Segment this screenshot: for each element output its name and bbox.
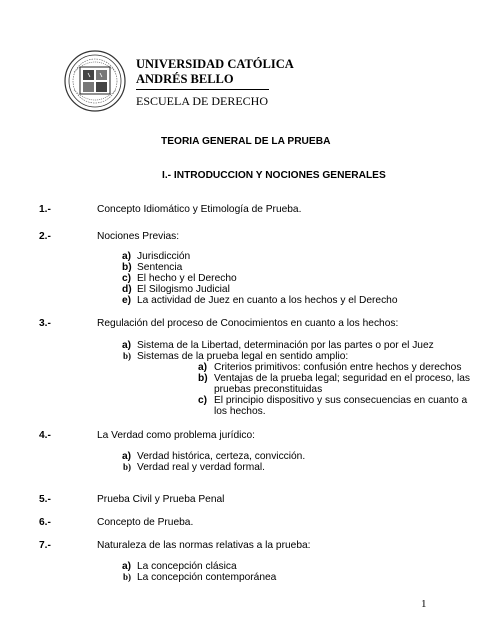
item-number: 6.-	[39, 517, 51, 528]
sub-text: El hecho y el Derecho	[137, 273, 237, 284]
item-text: Nociones Previas:	[97, 231, 180, 242]
sub-text: El Silogismo Judicial	[137, 284, 230, 295]
sub-text: La concepción contemporánea	[137, 572, 277, 583]
item-text: Naturaleza de las normas relativas a la prueba:	[97, 540, 311, 551]
sub-letter: b)	[123, 351, 132, 361]
subsub-text: El principio dispositivo y sus consecuencias en cuanto a	[214, 395, 468, 406]
item-number: 1.-	[39, 204, 51, 215]
university-seal-logo	[64, 50, 126, 112]
item-number: 3.-	[39, 318, 51, 329]
subsub-letter: a)	[198, 362, 208, 373]
sub-letter: c)	[122, 273, 132, 284]
university-name-line2: ANDRÉS BELLO	[136, 72, 234, 86]
subsub-text-continuation: pruebas preconstituidas	[214, 384, 323, 395]
item-text: La Verdad como problema jurídico:	[97, 430, 255, 441]
sub-text: Sistemas de la prueba legal en sentido amplio:	[137, 351, 349, 362]
sub-text: Sistema de la Libertad, determinación por las partes o por el Juez	[137, 340, 434, 351]
item-number: 5.-	[39, 494, 51, 505]
university-name-line1: UNIVERSIDAD CATÓLICA	[136, 57, 294, 71]
sub-letter: e)	[122, 295, 132, 306]
item-text: Regulación del proceso de Conocimientos en cuanto a los hechos:	[97, 318, 399, 329]
sub-letter: a)	[122, 561, 132, 572]
sub-letter: a)	[122, 251, 132, 262]
sub-text: Verdad real y verdad formal.	[137, 462, 265, 473]
sub-letter: b)	[123, 572, 132, 582]
subsub-letter: b)	[198, 373, 208, 384]
school-name: ESCUELA DE DERECHO	[136, 94, 268, 108]
page-number: 1	[421, 598, 427, 610]
sub-text: Jurisdicción	[137, 251, 191, 262]
item-text: Concepto de Prueba.	[97, 517, 194, 528]
sub-letter: d)	[122, 284, 132, 295]
sub-text: Sentencia	[137, 262, 183, 273]
subsub-letter: c)	[198, 395, 208, 406]
item-number: 4.-	[39, 430, 51, 441]
sub-text: La actividad de Juez en cuanto a los hechos y el Derecho	[137, 295, 398, 306]
subsub-text: Ventajas de la prueba legal; seguridad en el proceso, las	[214, 373, 470, 384]
item-number: 7.-	[39, 540, 51, 551]
sub-text: Verdad histórica, certeza, convicción.	[137, 451, 306, 462]
sub-text: La concepción clásica	[137, 561, 237, 572]
subsub-text: Criterios primitivos: confusión entre hechos y derechos	[214, 362, 462, 373]
item-text: Concepto Idiomático y Etimología de Prueba.	[97, 204, 302, 215]
item-number: 2.-	[39, 231, 51, 242]
sub-letter: a)	[122, 451, 132, 462]
subsub-text-continuation: los hechos.	[214, 406, 266, 417]
sub-letter: b)	[123, 462, 132, 472]
sub-letter: b)	[122, 262, 132, 273]
section-heading: I.- INTRODUCCION Y NOCIONES GENERALES	[162, 170, 386, 181]
header-divider	[136, 89, 269, 90]
item-text: Prueba Civil y Prueba Penal	[97, 494, 225, 505]
sub-letter: a)	[122, 340, 132, 351]
document-title: TEORIA GENERAL DE LA PRUEBA	[161, 136, 331, 147]
